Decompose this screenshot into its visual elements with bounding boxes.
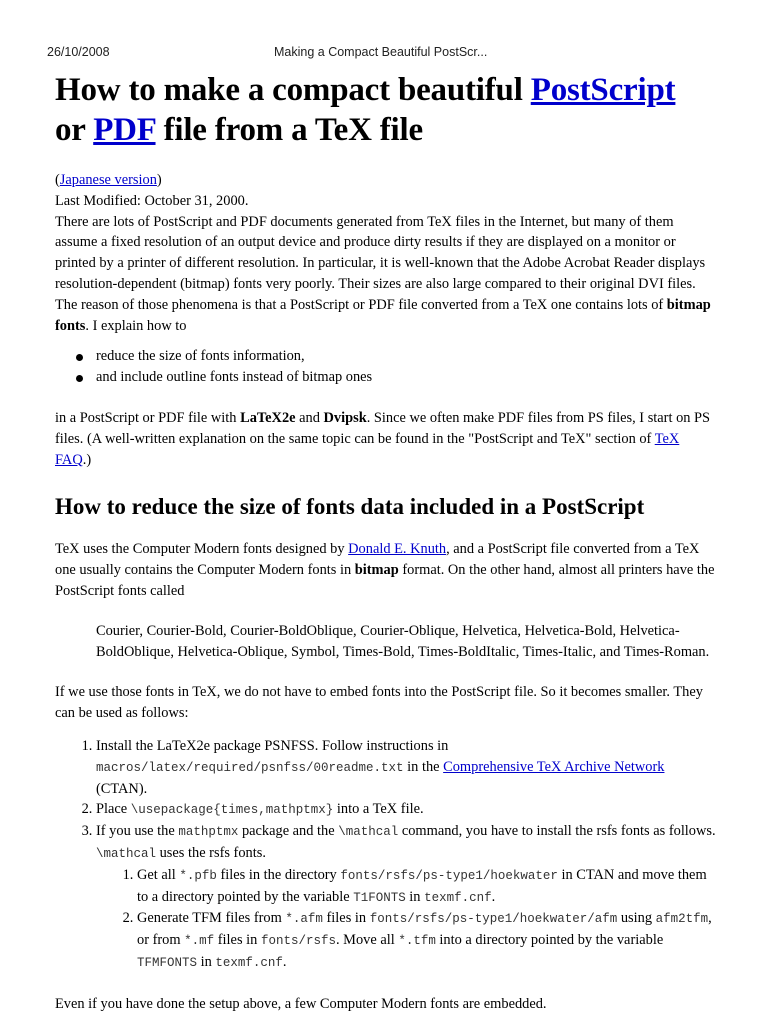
intro-paragraph	[55, 212, 717, 337]
title-part3: file from a TeX file	[155, 112, 423, 148]
last-modified: Last Modified: October 31, 2000.	[55, 192, 249, 209]
intro-text: There are lots of PostScript and PDF documents generated from TeX files in the Internet, but many of them assume a fixed resolution of an output device and produce dirty results if they are displayed on a monitor or printed by a printer of different resolution. In particular, it is well-known that the Adobe Acrobat Reader displays resolution-dependent (bitmap) fonts very poorly. Their sizes are also large compared to their original DVI files. The reason of those phenomena is that a PostScript or PDF file converted from a TeX one contains lots of	[55, 213, 706, 313]
step-item	[96, 821, 717, 974]
dvipsk-bold: Dvipsk	[323, 409, 367, 426]
sub1-text-b: files in the directory	[216, 866, 341, 883]
s1-text-c: format. On the other hand, almost all printers have the PostScript fonts called	[55, 562, 715, 599]
latex2e-bold: LaTeX2e	[240, 409, 296, 426]
sub2-text-f: . Move all	[335, 932, 399, 949]
pdf-link[interactable]: PDF	[93, 112, 156, 148]
sub1-code-4: texmf.cnf	[424, 890, 492, 905]
step2-text-b: into a TeX file.	[333, 801, 424, 818]
para2-text-b: . Since we often make PDF files from PS files, I start on PS files. (A well-written explanation on the same topic can be found in the "PostScript and TeX" section of	[55, 409, 711, 447]
sub2-text-a: Generate TFM files from	[137, 910, 286, 927]
sub2-code-6: *.tfm	[398, 934, 436, 949]
intro-paragraph-2	[55, 408, 717, 470]
step1-text-a: Install the LaTeX2e package PSNFSS. Follow instructions in	[96, 737, 449, 754]
postscript-link[interactable]: PostScript	[530, 72, 676, 108]
japanese-version-line: (Japanese version)	[55, 172, 162, 188]
sub1-text-a: Get all	[137, 866, 180, 883]
list-item-text: and include outline fonts instead of bitmap ones	[96, 369, 373, 386]
sub2-text-h: in	[197, 953, 216, 970]
step-item	[96, 799, 717, 821]
document-body	[55, 70, 717, 1015]
font-list-blockquote: Courier, Courier-Bold, Courier-BoldOblique, Courier-Oblique, Helvetica, Helvetica-Bold, Helvetica-BoldOblique, Helvetica-Oblique, Symbol, Times-Bold, Times-BoldItalic, Times-Italic, and Times-Roman.	[96, 622, 710, 660]
sub1-code-1: *.pfb	[179, 868, 217, 883]
s1-text-a: TeX uses the Computer Modern fonts designed by	[55, 541, 349, 558]
substeps-list	[96, 865, 717, 974]
sub2-code-1: *.afm	[285, 912, 323, 927]
section-paragraph-2: If we use those fonts in TeX, we do not have to embed fonts into the PostScript file. So it becomes smaller. They can be used as follows:	[55, 684, 703, 722]
sub2-code-5: fonts/rsfs	[260, 934, 336, 949]
sub1-code-2: fonts/rsfs/ps-type1/hoekwater	[340, 868, 558, 883]
page-title	[55, 70, 717, 150]
sub2-text-e: files in	[214, 932, 261, 949]
step1-text-b: in the	[403, 758, 444, 775]
step3-code-1: mathptmx	[178, 825, 239, 840]
sub2-text-c: using	[617, 910, 656, 927]
step3-text-b: package and the	[238, 823, 339, 840]
intro-bold: bitmap fonts	[55, 296, 711, 334]
step3-text-c: command, you have to install the rsfs fonts as follows.	[398, 823, 716, 840]
print-date: 26/10/2008	[47, 45, 110, 59]
bullet-icon	[76, 354, 83, 361]
section-paragraph-1	[55, 539, 717, 601]
ctan-link[interactable]: Comprehensive TeX Archive Network	[443, 758, 665, 775]
japanese-version-link[interactable]: Japanese version	[59, 172, 157, 188]
sub2-text-b: files in	[322, 910, 370, 927]
intro-bullet-list	[55, 346, 717, 388]
substep-item	[137, 865, 717, 909]
para2-and: and	[295, 409, 324, 426]
print-header	[47, 45, 721, 65]
step3-text-d: uses the rsfs fonts.	[156, 844, 266, 861]
step3-code-3: \mathcal	[96, 846, 157, 861]
step2-code: \usepackage{times,mathptmx}	[130, 803, 334, 818]
step3-text-a: If you use the	[96, 823, 179, 840]
sub1-text-e: .	[491, 888, 496, 905]
step1-text-c: (CTAN).	[96, 780, 148, 797]
sub2-code-4: *.mf	[184, 934, 215, 949]
list-item	[55, 346, 717, 367]
substep-item	[137, 908, 717, 973]
para2-text-a: in a PostScript or PDF file with	[55, 409, 241, 426]
sub2-code-2: fonts/rsfs/ps-type1/hoekwater/afm	[369, 912, 618, 927]
sub2-text-d: , or from	[137, 910, 712, 949]
bullet-icon	[76, 375, 83, 382]
sub1-text-d: in	[405, 888, 425, 905]
step-item	[96, 736, 717, 799]
step3-code-2: \mathcal	[338, 825, 399, 840]
sub1-text-c: in CTAN and move them to a directory pointed by the variable	[137, 866, 707, 905]
s1-text-b: , and a PostScript file converted from a TeX one usually contains the Computer Modern fonts in	[55, 541, 700, 579]
list-item	[55, 367, 717, 388]
sub2-text-i: .	[282, 953, 287, 970]
print-page-title: Making a Compact Beautiful PostScr...	[274, 45, 488, 59]
list-item-text: reduce the size of fonts information,	[96, 348, 305, 365]
sub2-code-7: TFMFONTS	[137, 955, 198, 970]
tex-faq-link[interactable]: TeX FAQ	[55, 430, 680, 468]
step1-code: macros/latex/required/psnfss/00readme.txt	[96, 760, 404, 775]
sub2-code-3: afm2tfm	[655, 912, 709, 927]
para2-text-c: .)	[82, 451, 92, 468]
sub1-code-3: T1FONTS	[353, 890, 406, 905]
step2-text-a: Place	[96, 801, 131, 818]
steps-list	[55, 736, 717, 974]
title-part1: How to make a compact beautiful	[55, 72, 531, 108]
section-heading: How to reduce the size of fonts data included in a PostScript	[55, 494, 645, 520]
sub2-text-g: into a directory pointed by the variable	[435, 932, 664, 949]
final-paragraph: Even if you have done the setup above, a few Computer Modern fonts are embedded.	[55, 995, 547, 1012]
bitmap-bold: bitmap	[354, 562, 399, 579]
sub2-code-8: texmf.cnf	[215, 955, 283, 970]
knuth-link[interactable]: Donald E. Knuth	[348, 541, 447, 558]
intro-end: . I explain how to	[85, 317, 187, 334]
title-part2: or	[55, 112, 94, 148]
